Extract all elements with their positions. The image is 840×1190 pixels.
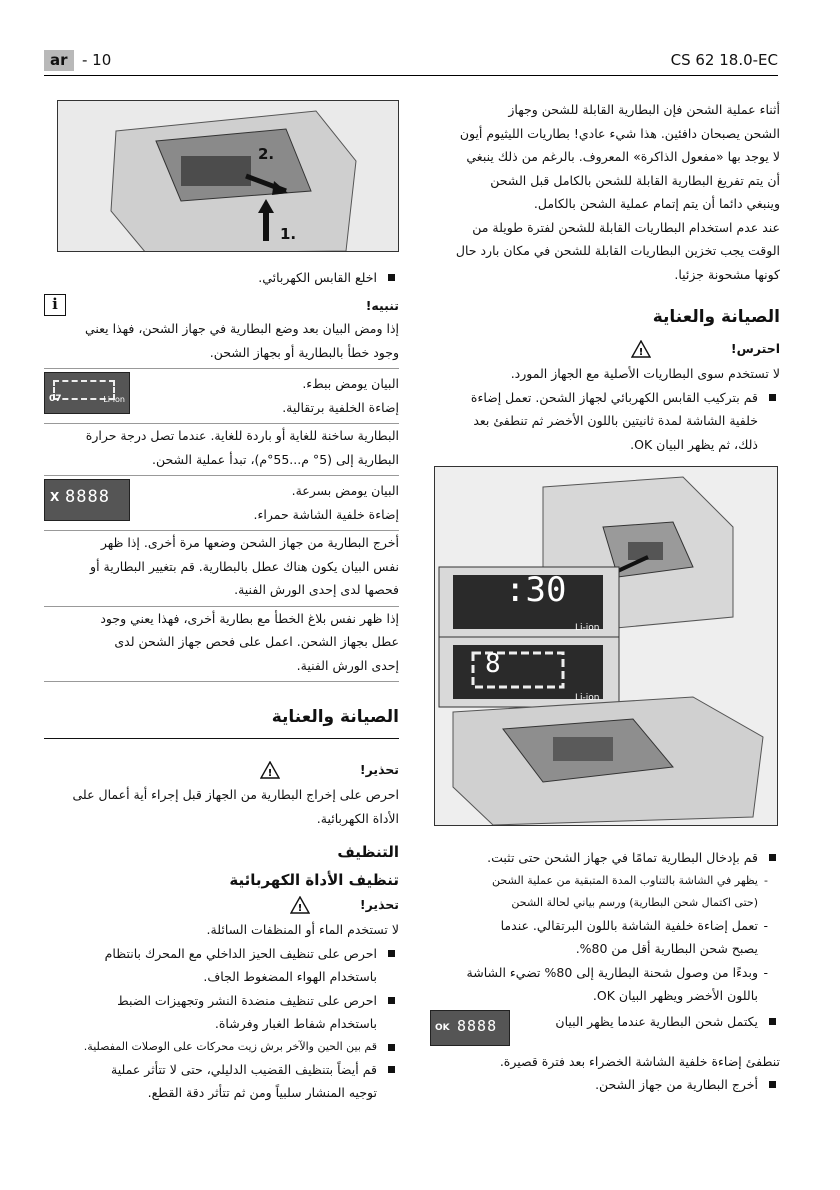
cleaning-title: التنظيف [337, 843, 399, 861]
lcd-tag: Li-ion [103, 394, 125, 404]
note-line: إذا ومض البيان بعد وضع البطارية في جهاز الشحن، فهذا يعني [84, 321, 399, 336]
ok-display [430, 1010, 510, 1046]
dash-line: - تعمل إضاءة خلفية الشاشة باللون البرتقالي. عندما [500, 917, 758, 933]
step-line: يكتمل شحن البطارية عندما يظهر البيان [555, 1013, 758, 1029]
dash-line: - وبدءًا من وصول شحنة البطارية إلى 80% تضيء الشاشة [466, 964, 758, 980]
step-line: ذلك، ثم يظهر البيان OK. [630, 436, 758, 452]
display-line: البيان يومض بسرعة. [291, 483, 399, 498]
dash-line: يصبح شحن البطارية أقل من 80%. [575, 941, 758, 956]
right-column [430, 98, 780, 1097]
language-badge: ar [44, 50, 74, 71]
display-line: البيان يومض ببطء. [302, 376, 399, 391]
step-remove-battery: أخرج البطارية من جهاز الشحن. [430, 1073, 780, 1097]
display-readout-top: :30 [505, 570, 567, 610]
lcd-badge: 07 [49, 393, 62, 404]
cleaning-line: باستخدام الهواء المضغوط الجاف. [203, 969, 377, 984]
explanation-line: إحدى الورش الفنية. [296, 657, 399, 673]
display-a-explanation [44, 424, 399, 476]
warning-line: احرص على إخراج البطارية من الجهاز قبل إجراء أية أعمال على [72, 787, 399, 802]
display-fast-blink-text [136, 479, 399, 526]
step-number-1: 1. [280, 225, 297, 243]
step-line: خلفية الشاشة لمدة ثانيتين باللون الأخضر ثم تنطفئ بعد [473, 413, 758, 428]
warning-label: تحذير! [359, 762, 399, 778]
warning-heading [44, 757, 399, 783]
cleaning-item [44, 989, 399, 1036]
charger-figure [434, 466, 778, 826]
info-icon: i [44, 294, 66, 316]
cleaning-item: قم بين الحين والآخر برش زيت محركات على الوصلات المفصلية. [44, 1036, 399, 1058]
caution-heading [430, 336, 780, 362]
note-label: تنبيه! [365, 297, 399, 313]
cleaning-line: احرص على تنظيف الحيز الداخلي مع المحرك بانتظام [104, 945, 377, 961]
unplug-instruction: اخلع القابس الكهربائي. [44, 266, 399, 290]
note-text [44, 317, 399, 369]
caution-text: لا تستخدم سوى البطاريات الأصلية مع الجهاز المورد. [510, 366, 780, 381]
step-plug-in [430, 386, 780, 457]
step-charge-complete [430, 1010, 780, 1046]
warning2-text: لا تستخدم الماء أو المنظفات السائلة. [206, 922, 399, 937]
display-b-explanation [44, 531, 399, 607]
display-line: إضاءة الخلفية برتقالية. [282, 399, 399, 415]
error-x-icon: X [50, 490, 60, 504]
warning2-label: تحذير! [359, 897, 399, 913]
intro-line: لا يوجد بها «مفعول الذاكرة» المعروف. بالرغم من ذلك ينبغي [466, 149, 780, 164]
unplug-illustration [57, 101, 398, 252]
caution-label: احترس! [730, 341, 780, 357]
warning-line: الأداة الكهربائية. [316, 810, 399, 826]
cleaning-item [44, 942, 399, 989]
cleaning-line: قم أيضاً بتنظيف القضيب الدليلي، حتى لا تتأثر عملية [111, 1061, 377, 1077]
page-number: - 10 [82, 51, 112, 69]
warning2-heading [44, 892, 399, 918]
explanation-line: نفس البيان يكون هناك عطل بالبطارية. قم بتغيير البطارية أو [90, 558, 399, 574]
explanation-line: إذا ظهر نفس بلاغ الخطأ مع بطارية أخرى، فهذا يعني وجود [100, 610, 399, 626]
lcd-battery-display [44, 372, 130, 414]
intro-line: الشحن يصبحان دافئين. هذا شيء عادي! بطاريات الليثيوم أيون [459, 125, 780, 141]
cleaning-line: احرص على تنظيف منضدة النشر وتجهيزات الضبط [117, 992, 377, 1008]
explanation-line: عطل بجهاز الشحن. اعمل على فحص جهاز الشحن لدى [114, 634, 399, 649]
dash-item [430, 870, 780, 914]
dash-line: باللون الأخضر ويظهر البيان OK. [592, 988, 758, 1003]
section-title: الصيانة والعناية [652, 307, 780, 327]
cleaning-item [44, 1058, 399, 1105]
cleaning-subtitle: تنظيف الأداة الكهربائية [229, 871, 399, 889]
dash-item [430, 961, 780, 1008]
cleaning-line: توجيه المنشار سلبياً ومن ثم تتأثر دقة القطع. [147, 1085, 377, 1100]
note-heading [44, 294, 399, 318]
step-charge-complete-cont: تنطفئ إضاءة خلفية الشاشة الخضراء بعد فترة قصيرة. [499, 1053, 780, 1069]
unplug-figure [57, 100, 399, 252]
dash-line: - يظهر في الشاشة بالتناوب المدة المتبقية من عملية الشحن [492, 873, 758, 887]
display-slow-blink-text [136, 372, 399, 419]
display-fast-blink [44, 479, 399, 531]
display-tag-top: Li-ion [575, 623, 600, 633]
display-readout-bottom: 8 [485, 649, 501, 679]
note-line: وجود خطأ بالبطارية أو بجهاز الشحن. [209, 344, 399, 360]
page-header [44, 48, 778, 76]
display-tag-bottom: Li-ion [575, 693, 600, 703]
cleaning-line: باستخدام شفاط الغبار وفرشاة. [214, 1016, 377, 1031]
repeat-error-text [44, 607, 399, 683]
warning-triangle-icon [260, 761, 280, 779]
section-title: الصيانة والعناية [271, 707, 399, 727]
warning-triangle-icon [631, 340, 651, 358]
lcd-error-display [44, 479, 130, 521]
display-line: إضاءة خلفية الشاشة حمراء. [253, 506, 399, 522]
explanation-line: البطارية ساخنة للغاية أو باردة للغاية. عندما تصل درجة حرارة [85, 428, 399, 443]
intro-line: كونها مشحونة جزئيا. [674, 266, 780, 282]
ok-display-label: OK [435, 1023, 450, 1033]
svg-text:!: ! [297, 903, 303, 914]
intro-line: أثناء عملية الشحن فإن البطارية القابلة للشحن وجهاز [508, 102, 780, 117]
explanation-line: أخرج البطارية من جهاز الشحن وضعها مرة أخرى. إذا ظهر [100, 535, 399, 550]
step-insert-battery: قم بإدخال البطارية تمامًا في جهاز الشحن حتى تثبت. [430, 846, 780, 870]
intro-line: أن يتم تفريغ البطارية القابلة للشحن بالكامل قبل الشحن [490, 172, 780, 188]
svg-text:!: ! [267, 768, 273, 779]
intro-line: عند عدم استخدام البطاريات القابلة للشحن لفترة طويلة من [472, 219, 780, 235]
lcd-segments: 8888 [65, 487, 110, 507]
intro-line: وينبغي دائما أن يتم إتمام عملية الشحن بالكامل. [533, 196, 780, 211]
model-name: CS 62 18.0-EC [670, 51, 778, 69]
explanation-line: البطارية إلى (5° م...55°م)، تبدأ عملية الشحن. [151, 451, 399, 467]
display-slow-blink [44, 372, 399, 424]
dash-line: (حتى اكتمال شحن البطارية) ورسم بياني لحالة الشحن [511, 895, 758, 909]
left-column [44, 98, 399, 1105]
ok-display-segments: 8888 [457, 1016, 498, 1035]
step-number-2: 2. [258, 145, 275, 163]
intro-line: الوقت يجب تخزين البطاريات القابلة للشحن في مكان بارد حال [455, 243, 780, 258]
dash-item [430, 914, 780, 961]
section-divider [44, 738, 399, 739]
step-line: قم بتركيب القابس الكهربائي لجهاز الشحن. تعمل إضاءة [470, 389, 758, 405]
explanation-line: فحصها لدى إحدى الورش الفنية. [234, 582, 399, 597]
svg-text:!: ! [638, 347, 644, 358]
warning-triangle-icon [290, 896, 310, 914]
charger-illustration [434, 467, 777, 826]
